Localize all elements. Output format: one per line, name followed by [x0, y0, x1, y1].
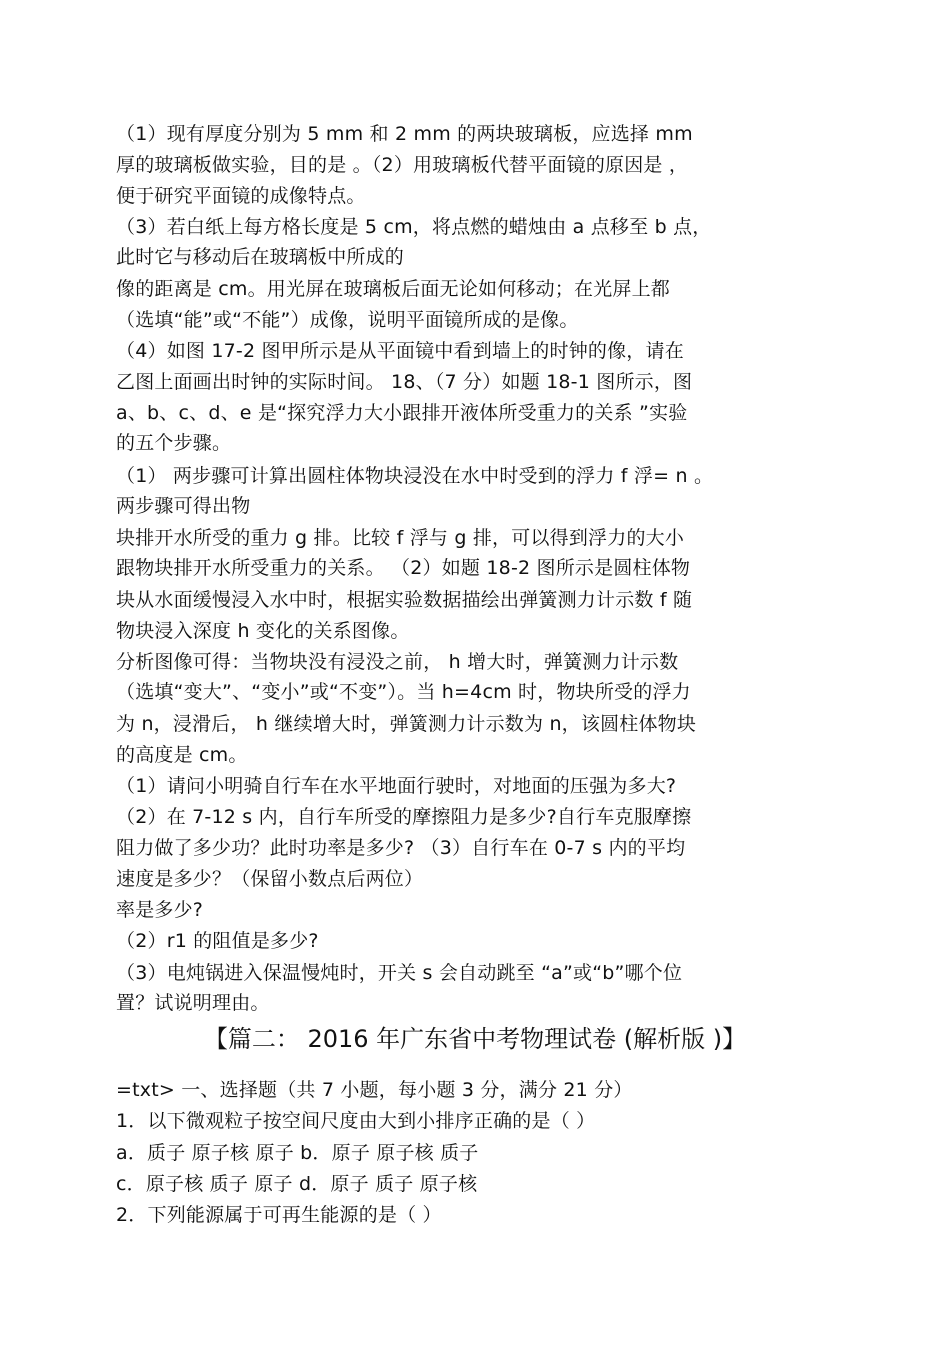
text-line: 块排开水所受的重力 g 排。比较 f 浮与 g 排，可以得到浮力的大小 [116, 527, 685, 549]
text-line: （3）电炖锅进入保温慢炖时，开关 s 会自动跳至 “a”或“b”哪个位 [116, 962, 683, 984]
question-line: 1．以下微观粒子按空间尺度由大到小排序正确的是（ ） [116, 1110, 596, 1132]
text-line: 便于研究平面镜的成像特点。 [116, 185, 366, 207]
text-line: =txt> 一、选择题（共 7 小题，每小题 3 分，满分 21 分） [116, 1079, 633, 1101]
text-line: （4）如图 17-2 图甲所示是从平面镜中看到墙上的时钟的像，请在 [116, 340, 684, 362]
text-line: 分析图像可得：当物块没有浸没之前， h 增大时，弹簧测力计示数 [116, 651, 679, 673]
question-line: 2．下列能源属于可再生能源的是（ ） [116, 1204, 442, 1226]
text-line: 乙图上面画出时钟的实际时间。 18、（7 分）如题 18-1 图所示，图 [116, 371, 693, 393]
text-line: （1）请问小明骑自行车在水平地面行驶时，对地面的压强为多大? [116, 775, 677, 797]
option-line: c．原子核 质子 原子 d．原子 质子 原子核 [116, 1173, 478, 1195]
option-line: a．质子 原子核 原子 b．原子 原子核 质子 [116, 1142, 479, 1164]
text-line: （1） 两步骤可计算出圆柱体物块浸没在水中时受到的浮力 f 浮= n 。 [116, 465, 714, 487]
text-line: 像的距离是 cm。用光屏在玻璃板后面无论如何移动；在光屏上都 [116, 278, 670, 300]
text-line: 两步骤可得出物 [116, 495, 251, 517]
text-line: （3）若白纸上每方格长度是 5 cm，将点燃的蜡烛由 a 点移至 b 点， [116, 216, 712, 238]
text-line: 的五个步骤。 [116, 432, 232, 454]
text-line: 物块浸入深度 h 变化的关系图像。 [116, 620, 410, 642]
text-line: 阻力做了多少功？此时功率是多少? （3）自行车在 0-7 s 内的平均 [116, 837, 686, 859]
text-line: 率是多少? [116, 899, 204, 921]
text-line: （选填“变大”、“变小”或“不变”）。当 h=4cm 时，物块所受的浮力 [116, 681, 691, 703]
text-line: 置？试说明理由。 [116, 992, 270, 1014]
text-line: （2）在 7-12 s 内，自行车所受的摩擦阻力是多少?自行车克服摩擦 [116, 806, 692, 828]
section-title: 【篇二： 2016 年广东省中考物理试卷 (解析版 )】 [203, 1025, 747, 1053]
text-line: 此时它与移动后在玻璃板中所成的 [116, 246, 405, 268]
text-line: 块从水面缓慢浸入水中时，根据实验数据描绘出弹簧测力计示数 f 随 [116, 589, 693, 611]
text-line: 速度是多少？（保留小数点后两位） [116, 868, 424, 890]
text-line: （选填“能”或“不能”）成像，说明平面镜所成的是像。 [116, 309, 579, 331]
text-line: 跟物块排开水所受重力的关系。 （2）如题 18-2 图所示是圆柱体物 [116, 557, 691, 579]
text-line: 厚的玻璃板做实验，目的是 。（2）用玻璃板代替平面镜的原因是 ， [116, 154, 689, 176]
text-line: 的高度是 cm。 [116, 744, 248, 766]
text-line: 为 n，浸滑后， h 继续增大时，弹簧测力计示数为 n，该圆柱体物块 [116, 713, 697, 735]
text-line: （1）现有厚度分别为 5 mm 和 2 mm 的两块玻璃板，应选择 mm [116, 123, 693, 145]
text-line: （2）r1 的阻值是多少? [116, 930, 319, 952]
text-line: a、b、c、d、e 是“探究浮力大小跟排开液体所受重力的关系 ”实验 [116, 402, 688, 424]
